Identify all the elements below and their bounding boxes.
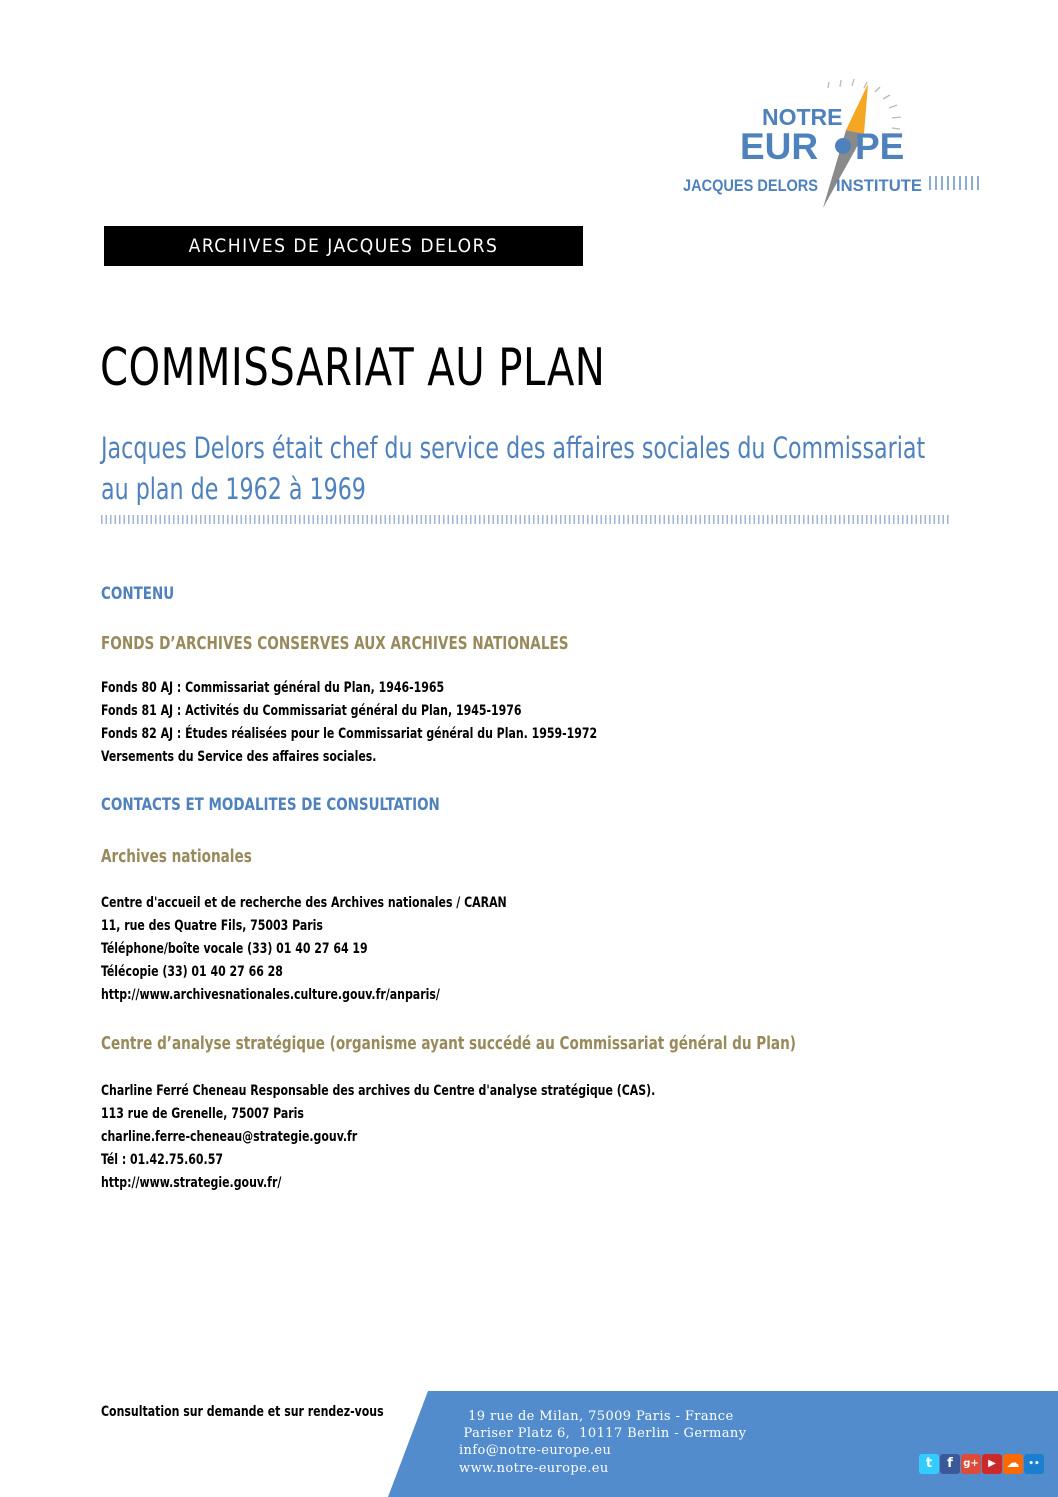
cas-link[interactable]: http://www.strategie.gouv.fr/: [101, 1175, 282, 1191]
footer-website-link[interactable]: www.notre-europe.eu: [459, 1460, 609, 1476]
fonds-line: Fonds 80 AJ : Commissariat général du Plan, 1946-1965: [101, 680, 445, 696]
soundcloud-icon[interactable]: ☁: [1003, 1454, 1023, 1474]
fonds-line: Versements du Service des affaires sociales.: [101, 749, 377, 765]
svg-text:PE: PE: [855, 126, 905, 167]
flickr-icon[interactable]: ••: [1024, 1454, 1044, 1474]
address-berlin: Pariser Platz 6, 10117 Berlin - Germany: [459, 1426, 747, 1442]
fonds-list: [101, 677, 597, 769]
contact-line: 11, rue des Quatre Fils, 75003 Paris: [101, 918, 323, 934]
svg-text:JACQUES DELORS: JACQUES DELORS: [683, 176, 818, 195]
archives-contact: [101, 892, 507, 1007]
consultation-note: Consultation sur demande et sur rendez-vous: [101, 1404, 384, 1420]
google-plus-icon[interactable]: g+: [961, 1454, 981, 1474]
email-link[interactable]: charline.ferre-cheneau@strategie.gouv.fr: [101, 1129, 358, 1145]
archives-link[interactable]: http://www.archivesnationales.culture.gouv.fr/anparis/: [101, 987, 440, 1003]
contenu-heading: CONTENU: [101, 584, 175, 604]
notre-europe-logo: [678, 78, 988, 213]
cas-contact: [101, 1080, 655, 1195]
social-icons: [919, 1454, 1049, 1476]
address-paris: 19 rue de Milan, 75009 Paris - France: [459, 1409, 734, 1424]
tick-divider: [101, 515, 951, 524]
facebook-icon[interactable]: f: [940, 1454, 960, 1474]
contact-line: 113 rue de Grenelle, 75007 Paris: [101, 1106, 304, 1122]
page-title: COMMISSARIAT AU PLAN: [100, 338, 606, 398]
footer-address: [459, 1408, 746, 1477]
twitter-icon[interactable]: t: [919, 1454, 939, 1474]
contact-line: Téléphone/boîte vocale (33) 01 40 27 64 19: [101, 941, 368, 957]
fonds-subheading: FONDS D’ARCHIVES CONSERVES AUX ARCHIVES NATIONALES: [101, 633, 569, 654]
cas-subheading: Centre d’analyse stratégique (organisme ayant succédé au Commissariat général du Plan): [101, 1033, 797, 1054]
archives-subheading: Archives nationales: [101, 846, 252, 867]
page-subtitle: Jacques Delors était chef du service des affaires sociales du Commissariat au plan de 1962 à 1969: [101, 431, 926, 506]
contact-line: Charline Ferré Cheneau Responsable des archives du Centre d'analyse stratégique (CAS).: [101, 1083, 656, 1099]
fonds-line: Fonds 82 AJ : Études réalisées pour le Commissariat général du Plan. 1959-1972: [101, 726, 598, 742]
contact-line: Télécopie (33) 01 40 27 66 28: [101, 964, 283, 980]
contact-line: Centre d'accueil et de recherche des Archives nationales / CARAN: [101, 895, 507, 911]
svg-text:INSTITUTE: INSTITUTE: [836, 176, 922, 195]
section-banner: ARCHIVES DE JACQUES DELORS: [104, 226, 583, 266]
svg-text:EUR: EUR: [740, 126, 819, 167]
contacts-heading: CONTACTS ET MODALITES DE CONSULTATION: [101, 795, 440, 815]
svg-text:NOTRE: NOTRE: [762, 104, 843, 130]
youtube-icon[interactable]: ▶: [982, 1454, 1002, 1474]
fonds-line: Fonds 81 AJ : Activités du Commissariat général du Plan, 1945-1976: [101, 703, 522, 719]
contact-line: Tél : 01.42.75.60.57: [101, 1152, 223, 1168]
footer-email-link[interactable]: info@notre-europe.eu: [459, 1443, 612, 1459]
